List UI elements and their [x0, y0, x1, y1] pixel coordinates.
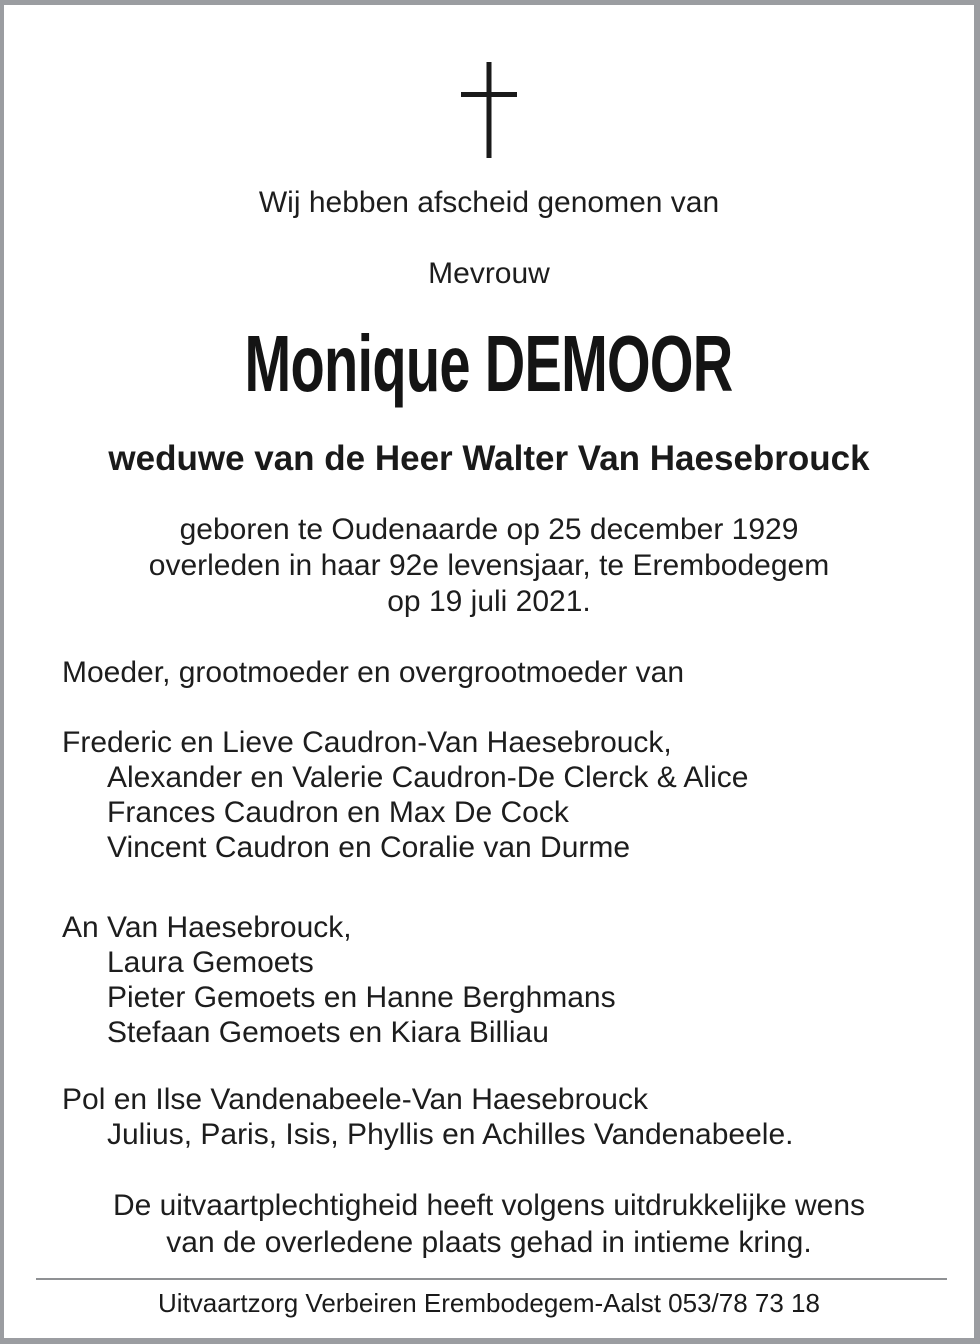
family-member-line: Stefaan Gemoets en Kiara Billiau — [107, 1016, 549, 1049]
death-date-line: op 19 juli 2021. — [387, 585, 591, 618]
closing-line-2: van de overledene plaats gehad in intieme kring. — [166, 1226, 812, 1259]
family-member-line: Pieter Gemoets en Hanne Berghmans — [107, 981, 616, 1014]
family-group-head: Pol en Ilse Vandenabeele-Van Haesebrouck — [62, 1083, 648, 1116]
family-group-head: Frederic en Lieve Caudron-Van Haesebrouck, — [62, 726, 672, 759]
family-member-line: Alexander en Valerie Caudron-De Clerck & Alice — [107, 761, 749, 794]
salutation: Mevrouw — [428, 257, 550, 290]
deceased-name-text: Monique DEMOOR — [245, 319, 733, 408]
cross-vertical-bar — [487, 62, 492, 158]
family-member-line: Laura Gemoets — [107, 946, 314, 979]
life-dates — [4, 512, 974, 620]
birth-line: geboren te Oudenaarde op 25 december 1929 — [179, 513, 799, 546]
cross-horizontal-bar — [461, 92, 517, 97]
funeral-home-footer: Uitvaartzorg Verbeiren Erembodegem-Aalst 053/78 73 18 — [158, 1288, 820, 1318]
intro-line: Wij hebben afscheid genomen van — [258, 186, 720, 219]
family-group-head: An Van Haesebrouck, — [62, 911, 352, 944]
death-line: overleden in haar 92e levensjaar, te Erembodegem — [148, 549, 830, 582]
footer-separator — [36, 1278, 947, 1280]
family-group — [62, 1082, 793, 1152]
relation-line: weduwe van de Heer Walter Van Haesebrouck — [108, 439, 870, 478]
family-member-line: Vincent Caudron en Coralie van Durme — [107, 831, 631, 864]
family-member-line: Frances Caudron en Max De Cock — [107, 796, 569, 829]
deceased-name — [4, 319, 974, 408]
closing-line-1: De uitvaartplechtigheid heeft volgens uitdrukkelijke wens — [112, 1189, 866, 1222]
closing-statement — [4, 1187, 974, 1261]
family-intro: Moeder, grootmoeder en overgrootmoeder van — [62, 656, 685, 689]
family-group — [62, 910, 616, 1050]
cross-icon — [461, 62, 517, 158]
family-group — [62, 725, 748, 865]
family-member-line: Julius, Paris, Isis, Phyllis en Achilles Vandenabeele. — [107, 1118, 794, 1151]
